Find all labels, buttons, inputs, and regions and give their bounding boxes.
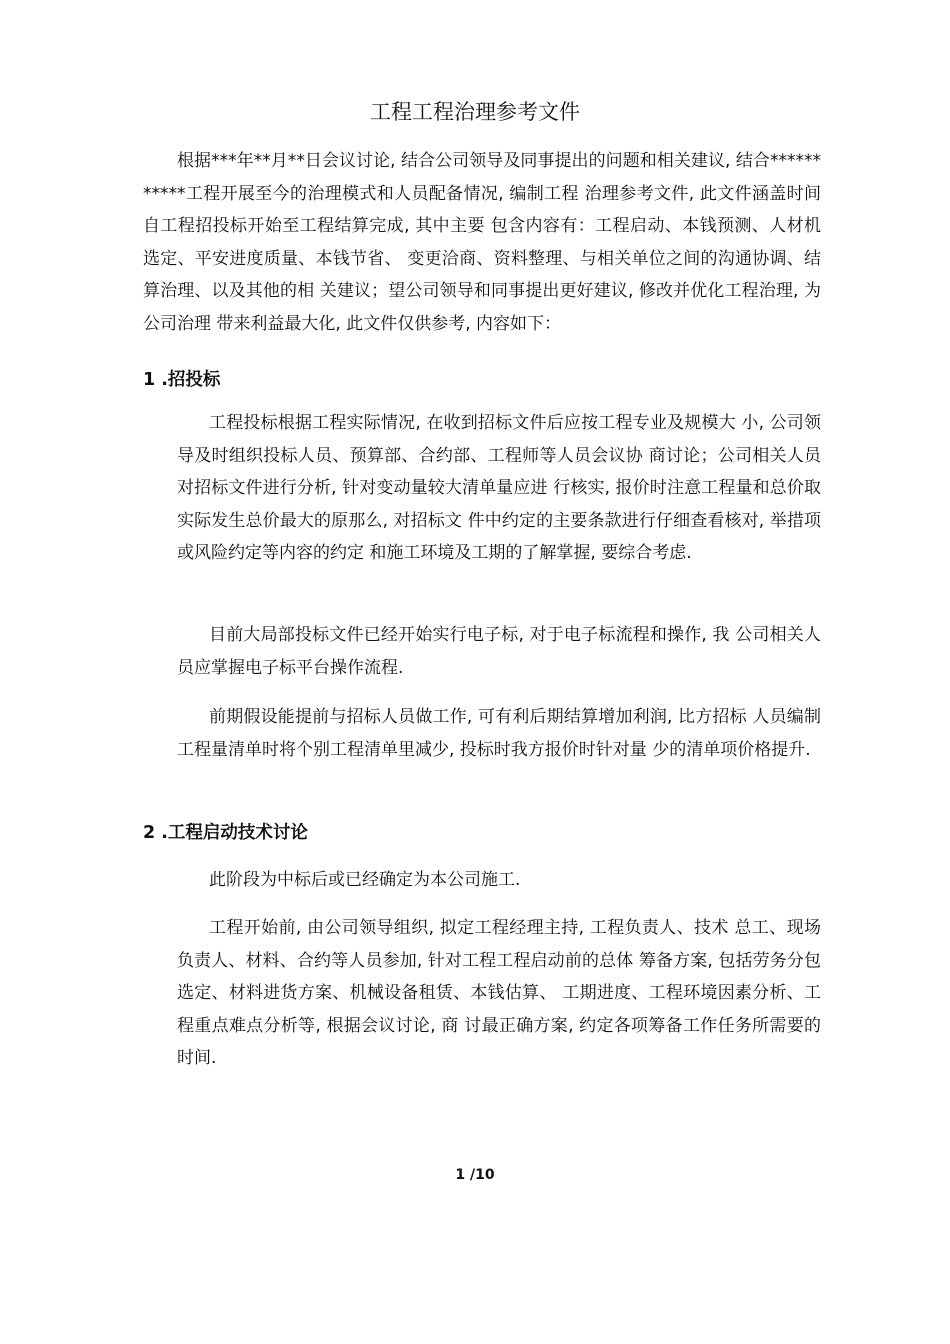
kickoff-paragraph-2: 工程开始前, 由公司领导组织, 拟定工程经理主持, 工程负责人、技术 总工、现场负责人、材料、合约等人员参加, 针对工程工程启动前的总体 筹备方案, 包括劳务分包选定、材料进货方案、机械设备租赁、本钱估算、 工期进度、工程环境因素分析、工程重点难点分析等, 根据会议讨论, 商 讨最正确方案, 约定各项筹备工作任务所需要的时间. (177, 918, 821, 1068)
section-heading-project-kickoff: 2 .工程启动技术讨论 (143, 823, 308, 843)
page-number: 1 /10 (455, 1167, 495, 1183)
intro-paragraph: 根据***年**月**日会议讨论, 结合公司领导及同事提出的问题和相关建议, 结合***********工程开展至今的治理模式和人员配备情况, 编制工程 治理参考文件, 此文件涵盖时间自工程招投标开始至工程结算完成, 其中主要 包含内容有：工程启动、本钱预测、人材机选定、平安进度质量、本钱节省、 变更洽商、资料整理、与相关单位之间的沟通协调、结算治理、以及其他的相 关建议；望公司领导和同事提出更好建议, 修改并优化工程治理, 为公司治理 带来利益最大化, 此文件仅供参考, 内容如下： (143, 151, 821, 334)
bidding-paragraph-1: 工程投标根据工程实际情况, 在收到招标文件后应按工程专业及规模大 小, 公司领导及时组织投标人员、预算部、合约部、工程师等人员会议协 商讨论；公司相关人员对招标文件进行分析, 针对变动量较大清单量应进 行核实, 报价时注意工程量和总价取实际发生总价最大的原那么, 对招标文 件中约定的主要条款进行仔细查看核对, 举措项或风险约定等内容的约定 和施工环境及工期的了解掌握, 要综合考虑. (177, 413, 821, 563)
bidding-paragraph-2: 目前大局部投标文件已经开始实行电子标, 对于电子标流程和操作, 我 公司相关人员应掌握电子标平台操作流程. (177, 625, 821, 678)
kickoff-paragraph-1: 此阶段为中标后或已经确定为本公司施工. (209, 870, 521, 890)
document-title: 工程工程治理参考文件 (370, 100, 580, 124)
section-heading-bidding: 1 .招投标 (143, 370, 221, 390)
bidding-paragraph-3: 前期假设能提前与招标人员做工作, 可有利后期结算增加利润, 比方招标 人员编制工程量清单时将个别工程清单里减少, 投标时我方报价时针对量 少的清单项价格提升. (177, 707, 821, 760)
